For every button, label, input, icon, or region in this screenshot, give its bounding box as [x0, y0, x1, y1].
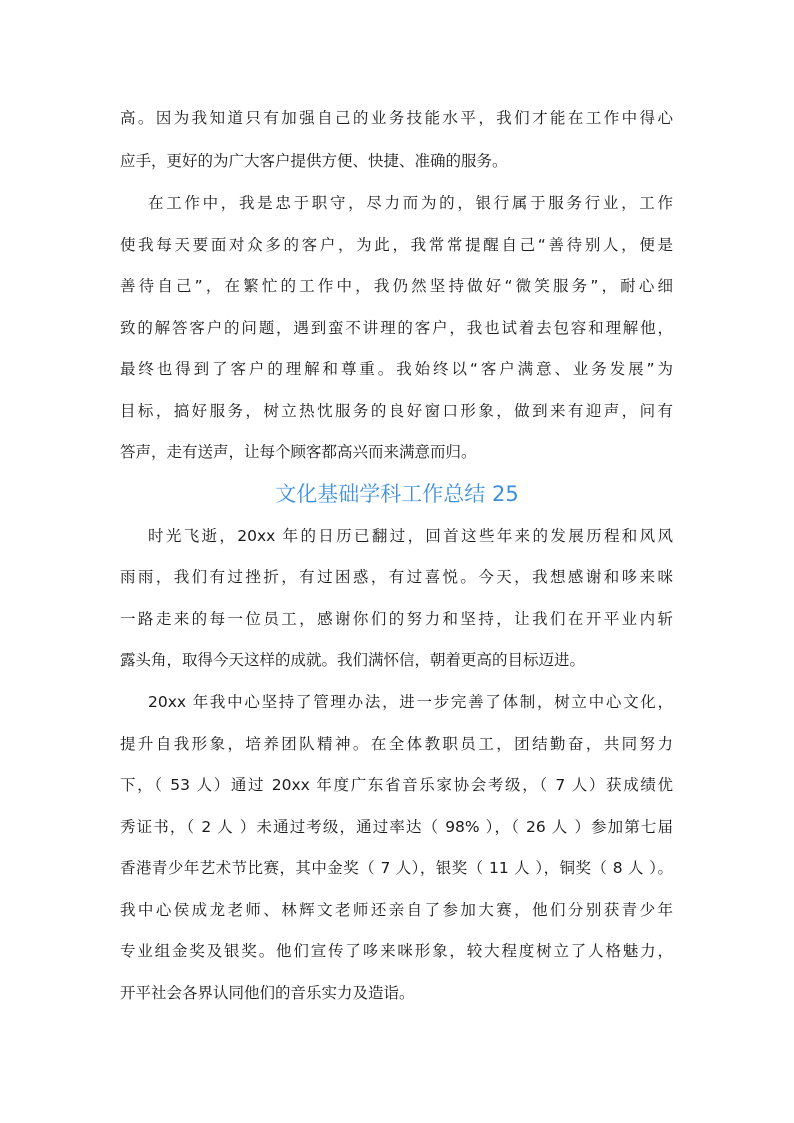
paragraph-line: 提升自我形象，培养团队精神。在全体教职员工，团结勤奋，共同努力 [120, 735, 673, 753]
paragraph-line: 致的解答客户的问题，遇到蛮不讲理的客户，我也试着去包容和理解他， [120, 319, 673, 337]
paragraph-line: 善待自己”，在繁忙的工作中，我仍然坚持做好“微笑服务”，耐心细 [120, 277, 673, 295]
paragraph-line: 答声，走有送声，让每个顾客都高兴而来满意而归。 [120, 443, 477, 461]
paragraph-line: 专业组金奖及银奖。他们宣传了哆来咪形象，较大程度树立了人格魅力， [120, 942, 673, 960]
paragraph-line: 使我每天要面对众多的客户，为此，我常常提醒自己“善待别人，便是 [120, 236, 673, 254]
paragraph-line: 露头角，取得今天这样的成就。我们满怀信，朝着更高的目标迈进。 [120, 651, 586, 669]
paragraph-line: 应手，更好的为广大客户提供方便、快捷、准确的服务。 [120, 152, 508, 170]
section-heading: 文化基础学科工作总结 25 [275, 482, 519, 506]
paragraph-line: 在工作中，我是忠于职守，尽力而为的，银行属于服务行业，工作 [148, 194, 673, 212]
paragraph-line: 最终也得到了客户的理解和尊重。我始终以“客户满意、业务发展”为 [120, 360, 673, 378]
paragraph-line: 高。因为我知道只有加强自己的业务技能水平，我们才能在工作中得心 [120, 109, 673, 127]
paragraph-line: 下，（ 53 人）通过 20xx 年度广东省音乐家协会考级，（ 7 人）获成绩优 [120, 776, 673, 794]
paragraph-line: 我中心侯成龙老师、林辉文老师还亲自了参加大赛，他们分别获青少年 [120, 901, 673, 919]
paragraph-line: 一路走来的每一位员工，感谢你们的努力和坚持，让我们在开平业内斩 [120, 610, 673, 628]
paragraph-line: 香港青少年艺术节比赛，其中金奖（ 7 人），银奖（ 11 人 ），铜奖（ 8 人 ）。 [120, 859, 673, 877]
paragraph-line: 秀证书，（ 2 人 ）未通过考级，通过率达（ 98% ），（ 26 人 ）参加第七届 [120, 818, 673, 836]
paragraph-line: 目标，搞好服务，树立热忱服务的良好窗口形象，做到来有迎声，问有 [120, 402, 673, 420]
paragraph-line: 时光飞逝，20xx 年的日历已翻过，回首这些年来的发展历程和风风 [148, 527, 673, 545]
paragraph-line: 开平社会各界认同他们的音乐实力及造诣。 [120, 984, 415, 1002]
paragraph-line: 20xx 年我中心坚持了管理办法，进一步完善了体制，树立中心文化， [148, 693, 673, 711]
paragraph-line: 雨雨，我们有过挫折，有过困惑，有过喜悦。今天，我想感谢和哆来咪 [120, 568, 673, 586]
